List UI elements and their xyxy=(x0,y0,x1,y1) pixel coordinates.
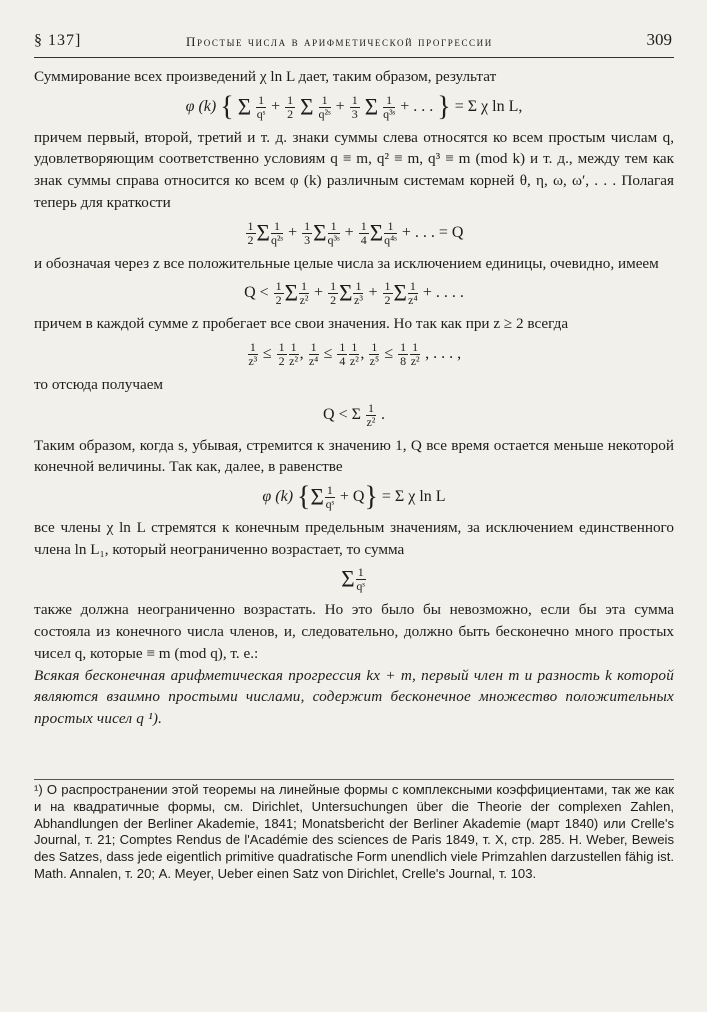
section-marker: § 137] xyxy=(34,32,82,49)
header-rule xyxy=(34,57,674,58)
sum-1: Σ xyxy=(237,94,252,120)
fraction-4-num: 1 xyxy=(351,92,358,107)
fraction-4 xyxy=(350,94,360,121)
paragraph-3: и обозначая через z все положительные целые числа за исключением единицы, очевидно, имеем xyxy=(34,254,659,272)
plus-2: + xyxy=(335,97,345,115)
formula-1 xyxy=(34,91,674,123)
sum-3: Σ xyxy=(364,94,379,120)
fraction-1-num: 1 xyxy=(258,92,265,107)
fraction-3-num: 1 xyxy=(319,94,331,108)
formula-5-start: Q < Σ xyxy=(323,405,361,423)
fraction-1-den: qˢ xyxy=(256,106,266,121)
formula-6: φ (k) {Σ $\frac{1}{\text{qˢ}}$ + Q} = Σ χ ln L xyxy=(262,481,446,513)
fraction-3 xyxy=(319,94,331,121)
formula-6-end: = Σ χ ln L xyxy=(381,488,446,506)
footnote: ¹) О распространении этой теоремы на линейные формы с комплексными коэффициентами, так же как и на квадратичные формы, см. Dirichlet, Untersuchungen über die Theorie der complexen Zahlen, Abhandlungen der Berliner Akademie, 1841; Monatsbericht der Berliner Akademie (март 1840) или Crelle's Journal, т. 21; Comptes Rendus de l'Académie des sciences de Paris 1849, т. X, стр. 285. H. Weber, Beweis des Satzes, dass jede eigentlich primitive quadratische Form unendlich viele Primzahlen darzustellen fähig ist. Math. Annalen, т. 20; A. Meyer, Ueber einen Satz von Dirichlet, Crelle's Journal, т. 103. xyxy=(34,782,674,881)
fraction-3-den: q²ˢ xyxy=(318,106,331,121)
brace-open: { xyxy=(220,91,234,123)
paragraph-2: причем первый, второй, третий и т. д. знаки суммы слева относятся ко всем простым числам q, удовлетворяющим соответственно условиям q ≡ m, q² ≡ m, q³ ≡ m (mod k) и т. д., между тем как знак суммы справа относится ко всем φ (k) различным системам корней θ, η, ω, ω′, . . . Полагая теперь для краткости xyxy=(34,128,674,211)
paragraph-7: все члены χ ln L стремятся к конечным предельным значениям, за исключением единственного члена ln L₁, который неограниченно возрастает, то сумма xyxy=(34,519,674,558)
formula-3-end: + . . . . xyxy=(422,284,464,302)
paragraph-4: причем в каждой сумме z пробегает все свои значения. Но так как при z ≥ 2 всегда xyxy=(34,315,569,333)
formula-2-end: + . . . = Q xyxy=(401,223,464,241)
brace-close: } xyxy=(437,91,451,123)
formula-2: $\frac{1}{2}$ Σ $\frac{1}{\text{q²ˢ}}$ + $\frac{1}{3}$ Σ $\frac{1}{\text{q³ˢ}}$ + $\frac{1}{4}$ Σ $\frac{1}{\text{q⁴ˢ}}$ + . . . = Q xyxy=(247,218,464,247)
fraction-2 xyxy=(285,94,295,121)
paragraph-8: также должна неограниченно возрастать. Но это было бы невозможно, если бы эта сумма состояла из конечного числа членов, и, следовательно, должно быть бесконечно много простых чисел q, которые ≡ m (mod q), т. е.: xyxy=(34,601,674,662)
fraction-4-den: 3 xyxy=(351,106,358,121)
fraction-2-den: 2 xyxy=(287,106,294,121)
formula-1-left: φ (k) xyxy=(185,97,217,115)
formula-4-end: , . . . , xyxy=(425,345,462,363)
sum-2: Σ xyxy=(300,94,314,120)
paragraph-6: Таким образом, когда s, убывая, стремится к значению 1, Q все время остается меньше некоторой конечной величины. Так как, далее, в равенстве xyxy=(34,436,674,476)
formula-5: Q < Σ $\frac{1}{\text{z²}}$ . xyxy=(323,400,385,429)
fraction-5-den: q³ˢ xyxy=(383,106,396,121)
footnote-rule xyxy=(34,779,674,780)
chapter-title: Простые числа в арифметической прогрессии xyxy=(186,34,493,49)
main-text xyxy=(34,66,674,730)
paragraph-5: то отсюда получаем xyxy=(34,375,164,393)
paragraph-1: Суммирование всех произведений χ ln L дает, таким образом, результат xyxy=(34,68,497,85)
fraction-1 xyxy=(256,94,266,121)
formula-3-start: Q < xyxy=(244,284,269,302)
fraction-5 xyxy=(383,94,395,121)
formula-6-start: φ (k) xyxy=(262,488,294,506)
running-header xyxy=(34,28,674,52)
formula-3: Q < $\frac{1}{2}$ Σ $\frac{1}{\text{z²}}$ + $\frac{1}{2}$ Σ $\frac{1}{\text{z³}}$ + $\frac{1}{2}$ Σ $\frac{1}{\text{z⁴}}$ + . . . . xyxy=(244,279,464,308)
formula-7: Σ $\frac{1}{\text{qˢ}}$ xyxy=(341,565,365,594)
plus-1: + xyxy=(271,97,281,115)
fraction-5-num: 1 xyxy=(383,94,395,108)
page-number: 309 xyxy=(646,30,672,49)
ellipsis: + . . . xyxy=(400,97,434,115)
fraction-2-num: 1 xyxy=(287,92,294,107)
formula-1-right: = Σ χ ln L, xyxy=(454,97,523,115)
formula-6-mid: + Q xyxy=(339,488,365,506)
formula-4: $\frac{1}{\text{z³}}$ ≤ $\frac{1}{2}$ $\frac{1}{\text{z²}}$ , $\frac{1}{\text{z⁴}}$ ≤ $\frac{1}{4}$ $\frac{1}{\text{z²}}$ , $\frac{1}{\text{z⁵}}$ ≤ $\frac{1}{8}$ $\frac{1}{\text{z²}}$ , . . . , xyxy=(248,339,462,368)
theorem-statement: Всякая бесконечная арифметическая прогрессия kx + m, первый член m и разность k которой являются взаимно простыми числами, содержит бесконечное множество положительных простых чисел q ¹). xyxy=(34,666,674,727)
